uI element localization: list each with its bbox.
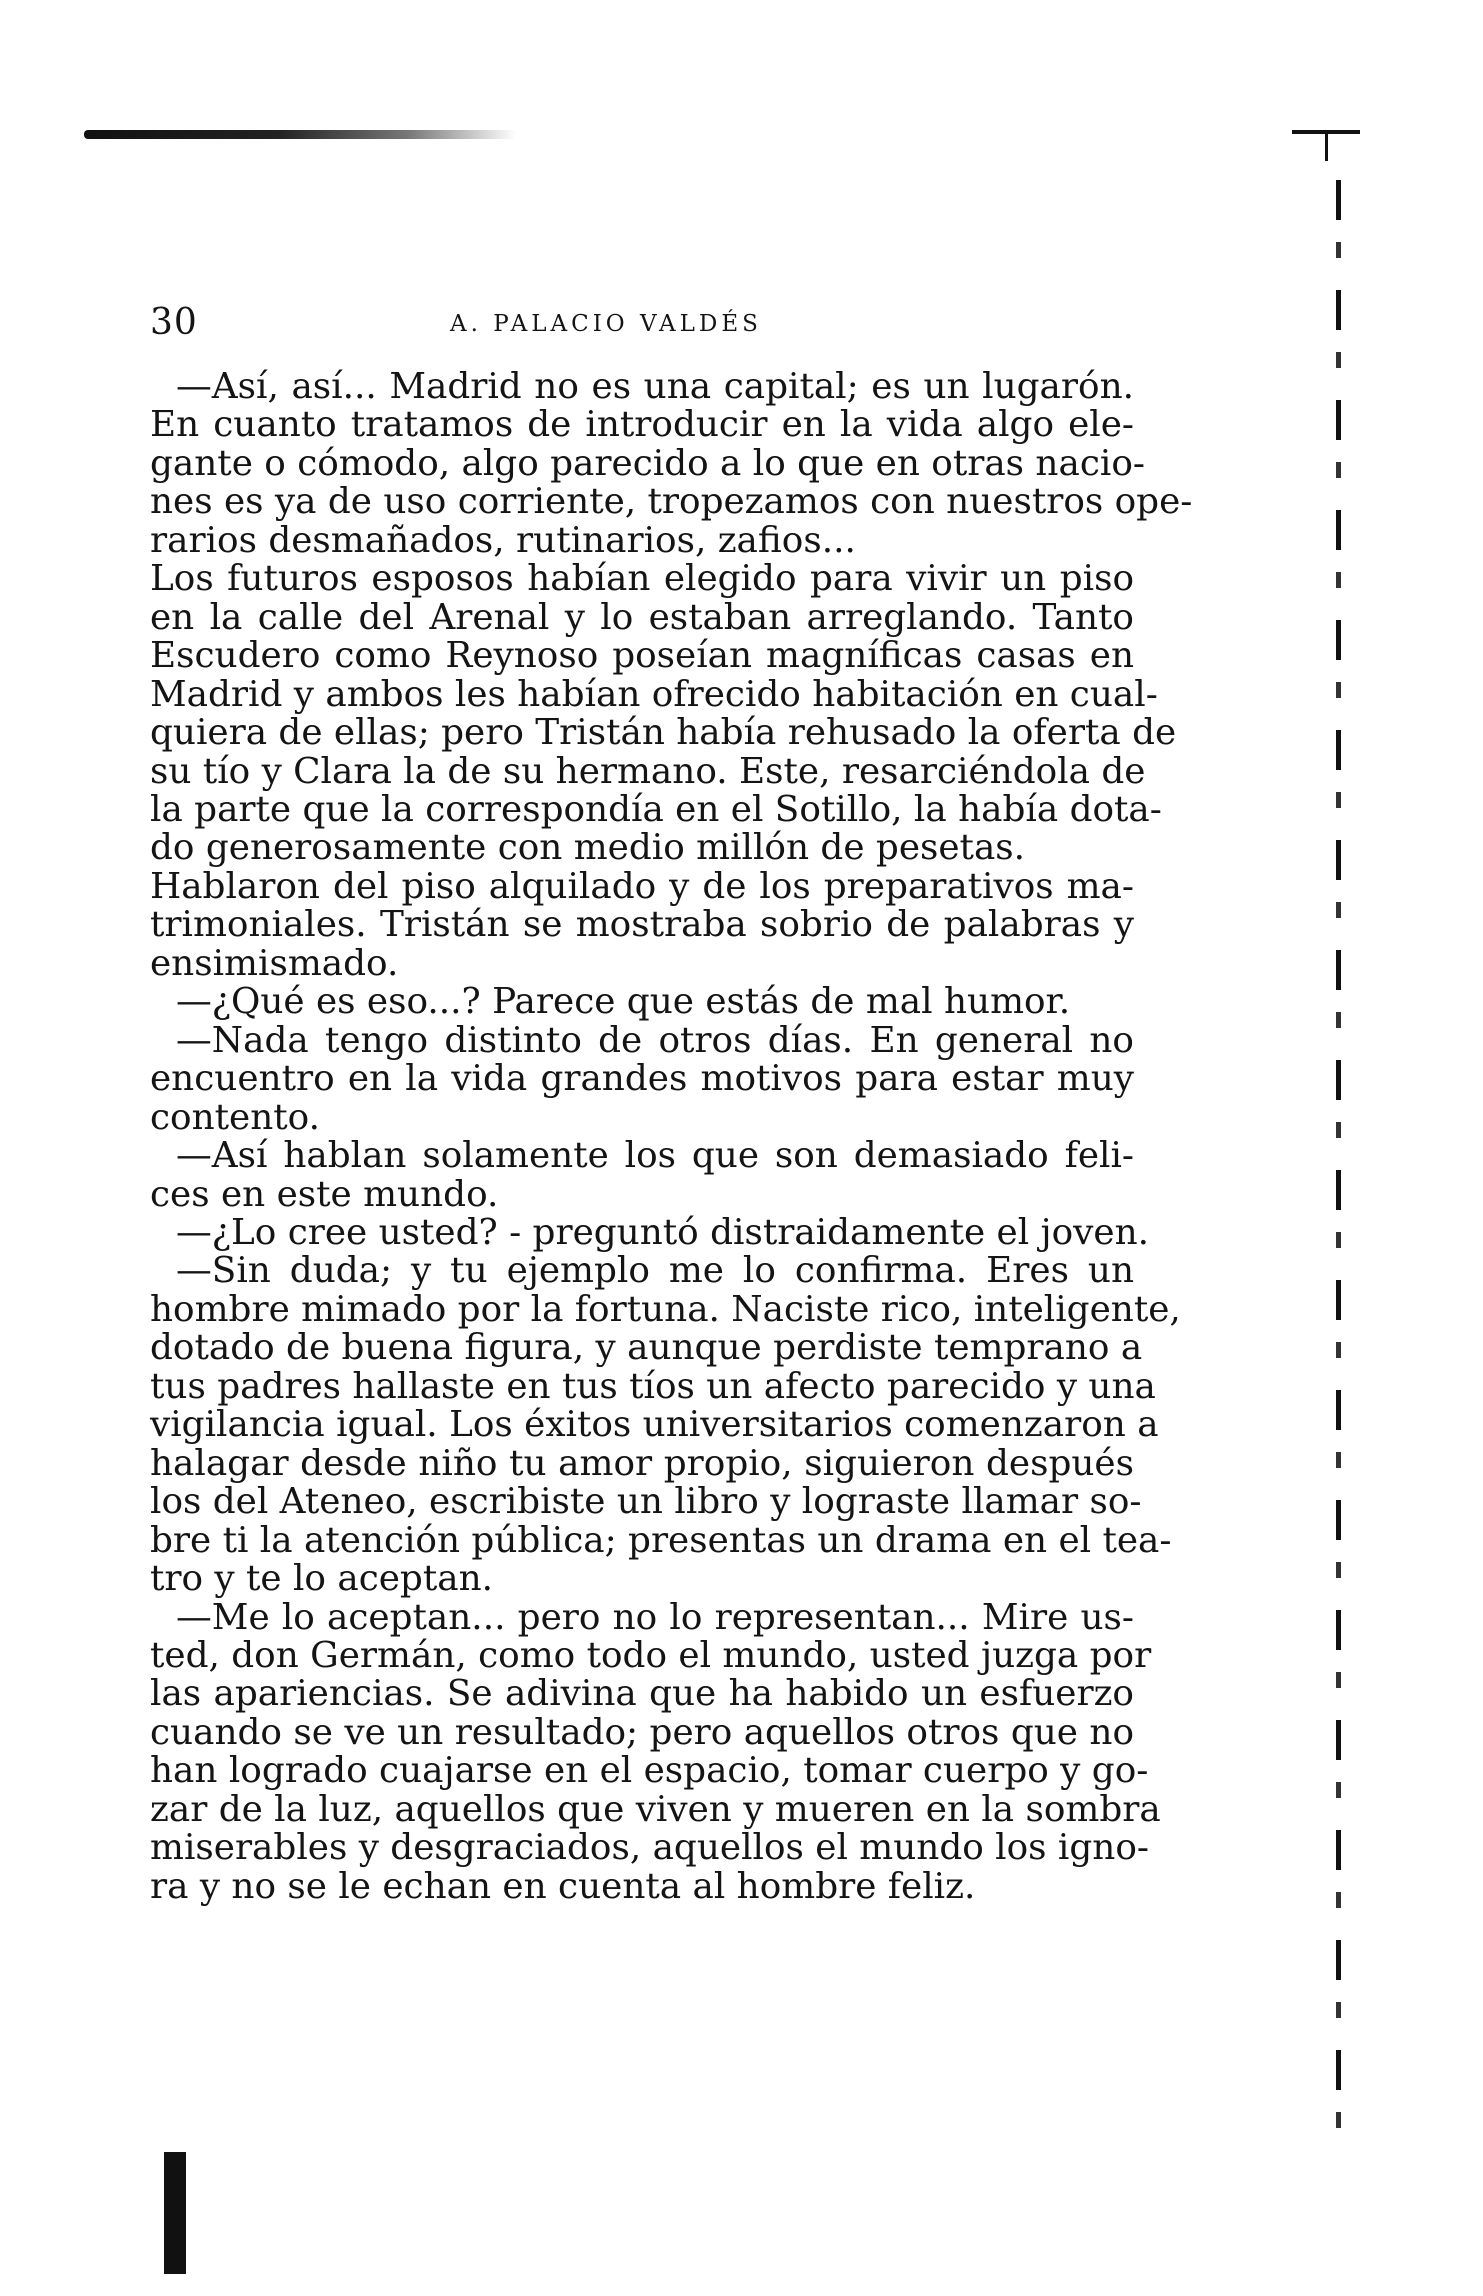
page-number: 30 bbox=[150, 302, 198, 343]
text-line: contento. bbox=[150, 1096, 320, 1138]
text-line: trimoniales. Tristán se mostraba sobrio de palabras y bbox=[150, 904, 1134, 946]
text-line: —Nada tengo distinto de otros días. En general no bbox=[176, 1019, 1134, 1061]
text-line: En cuanto tratamos de introducir en la vida algo ele- bbox=[150, 404, 1134, 446]
text-line: —Sin duda; y tu ejemplo me lo confirma. Eres un bbox=[176, 1250, 1134, 1292]
running-head bbox=[150, 302, 810, 352]
text-line: ces en este mundo. bbox=[150, 1173, 499, 1215]
text-line: Hablaron del piso alquilado y de los preparativos ma- bbox=[150, 865, 1134, 907]
corner-tick-vertical bbox=[1325, 131, 1328, 161]
text-line: Escudero como Reynoso poseían magníficas casas en bbox=[150, 635, 1134, 677]
running-title: A. PALACIO VALDÉS bbox=[450, 311, 762, 337]
text-line: las apariencias. Se adivina que ha habido un esfuerzo bbox=[150, 1673, 1134, 1715]
text-line: nes es ya de uso corriente, tropezamos con nuestros ope- bbox=[150, 481, 1193, 523]
text-line: encuentro en la vida grandes motivos para estar muy bbox=[150, 1058, 1134, 1100]
text-line: han logrado cuajarse en el espacio, tomar cuerpo y go- bbox=[150, 1750, 1149, 1792]
text-line: dotado de buena figura, y aunque perdiste temprano a bbox=[150, 1327, 1143, 1369]
text-line: los del Ateneo, escribiste un libro y lograste llamar so- bbox=[150, 1481, 1142, 1523]
text-line: ted, don Germán, como todo el mundo, usted juzga por bbox=[150, 1634, 1152, 1676]
text-line: bre ti la atención pública; presentas un drama en el tea- bbox=[150, 1519, 1172, 1561]
text-line: gante o cómodo, algo parecido a lo que en otras nacio- bbox=[150, 442, 1145, 484]
text-line: Madrid y ambos les habían ofrecido habitación en cual- bbox=[150, 673, 1158, 715]
text-line: tro y te lo aceptan. bbox=[150, 1558, 494, 1600]
text-line: su tío y Clara la de su hermano. Este, resarciéndola de bbox=[150, 750, 1146, 792]
text-line: —Así, así... Madrid no es una capital; es un lugarón. bbox=[176, 366, 1134, 407]
text-line: zar de la luz, aquellos que viven y mueren en la sombra bbox=[150, 1788, 1161, 1830]
bottom-scan-mark bbox=[164, 2152, 186, 2274]
text-line: Los futuros esposos habían elegido para vivir un piso bbox=[150, 558, 1134, 600]
text-line: la parte que la correspondía en el Sotillo, la había dota- bbox=[150, 788, 1162, 830]
text-line: ensimismado. bbox=[150, 942, 399, 984]
body-text bbox=[150, 366, 1193, 1907]
text-line: vigilancia igual. Los éxitos universitarios comenzaron a bbox=[150, 1404, 1159, 1446]
text-line: hombre mimado por la fortuna. Naciste rico, inteligente, bbox=[150, 1288, 1181, 1330]
page-edge-shadow bbox=[1336, 180, 1341, 2130]
text-line: do generosamente con medio millón de pesetas. bbox=[150, 827, 1026, 869]
text-line: —¿Qué es eso...? Parece que estás de mal humor. bbox=[176, 981, 1071, 1023]
top-rule-mark bbox=[84, 130, 516, 139]
text-line: rarios desmañados, rutinarios, zafios... bbox=[150, 519, 856, 561]
text-line: en la calle del Arenal y lo estaban arreglando. Tanto bbox=[150, 596, 1134, 638]
text-line: cuando se ve un resultado; pero aquellos otros que no bbox=[150, 1711, 1134, 1753]
text-line: —Así hablan solamente los que son demasiado feli- bbox=[176, 1135, 1134, 1177]
text-line: —Me lo aceptan... pero no lo representan... Mire us- bbox=[176, 1596, 1134, 1638]
text-line: miserables y desgraciados, aquellos el mundo los igno- bbox=[150, 1827, 1149, 1869]
text-line: tus padres hallaste en tus tíos un afecto parecido y una bbox=[150, 1365, 1156, 1407]
text-line: quiera de ellas; pero Tristán había rehusado la oferta de bbox=[150, 712, 1177, 754]
text-line: ra y no se le echan en cuenta al hombre feliz. bbox=[150, 1865, 976, 1907]
text-line: halagar desde niño tu amor propio, siguieron después bbox=[150, 1442, 1134, 1484]
text-line: —¿Lo cree usted? - preguntó distraidamente el joven. bbox=[176, 1211, 1150, 1253]
